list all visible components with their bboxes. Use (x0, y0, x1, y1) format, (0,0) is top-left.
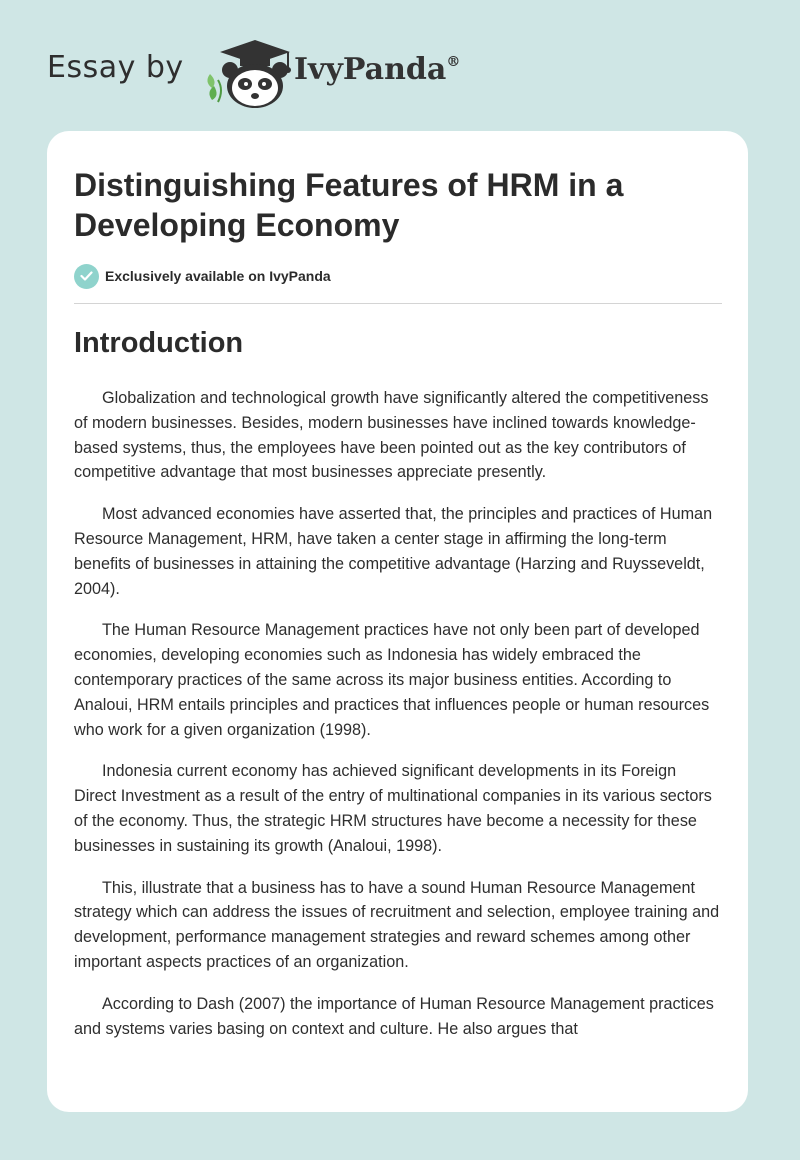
page-title: Distinguishing Features of HRM in a Developing Economy (74, 167, 624, 243)
brand-name: IvyPanda (294, 52, 447, 87)
essay-body (74, 386, 722, 1058)
paragraph: Globalization and technological growth have significantly altered the competitiveness of modern businesses. Besides, modern businesses have inclined towards knowledge- based systems, thus, the employees have been pointed out as the key contributors of competitive advantage that most businesses appreciate presently. (74, 389, 709, 482)
essay-card (47, 131, 748, 1112)
check-circle-icon (74, 264, 99, 289)
paragraph: The Human Resource Management practices have not only been part of developed economies, developing economies such as Indonesia has widely embraced the contemporary practices of the same across its major business entities. According to Analoui, HRM entails principles and practices that influences people or human resources who work for a given organization (1998). (74, 621, 710, 739)
section-heading: Introduction (74, 327, 244, 359)
paragraph: Most advanced economies have asserted that, the principles and practices of Human Resource Management, HRM, have taken a center stage in affirming the long-term benefits of businesses in attaining the competitive advantage (Harzing and Ruysseveldt, 2004). (74, 505, 713, 598)
divider (74, 303, 722, 304)
registered-mark: ® (446, 54, 461, 70)
badge-label: Exclusively available on IvyPanda (105, 268, 331, 284)
paragraph: This, illustrate that a business has to have a sound Human Resource Management strategy which can address the issues of recruitment and selection, employee training and development, performance management strategies and reward schemes among other important aspects practices of an organization. (74, 878, 720, 971)
site-header (0, 0, 800, 120)
essay-by-label: Essay by (47, 50, 184, 85)
paragraph: Indonesia current economy has achieved significant developments in its Foreign Direct Investment as a result of the entry of multinational companies in its various sectors of the economy. Thus, the strategic HRM structures have become a necessity for these businesses in sustaining its growth (Analoui, 1998). (74, 762, 712, 855)
paragraph: According to Dash (2007) the importance of Human Resource Management practices and systems varies basing on context and culture. He also argues that (74, 994, 714, 1038)
brand-logo-text[interactable] (294, 52, 460, 87)
exclusive-badge (74, 263, 331, 289)
panda-graduate-icon[interactable] (200, 34, 300, 110)
